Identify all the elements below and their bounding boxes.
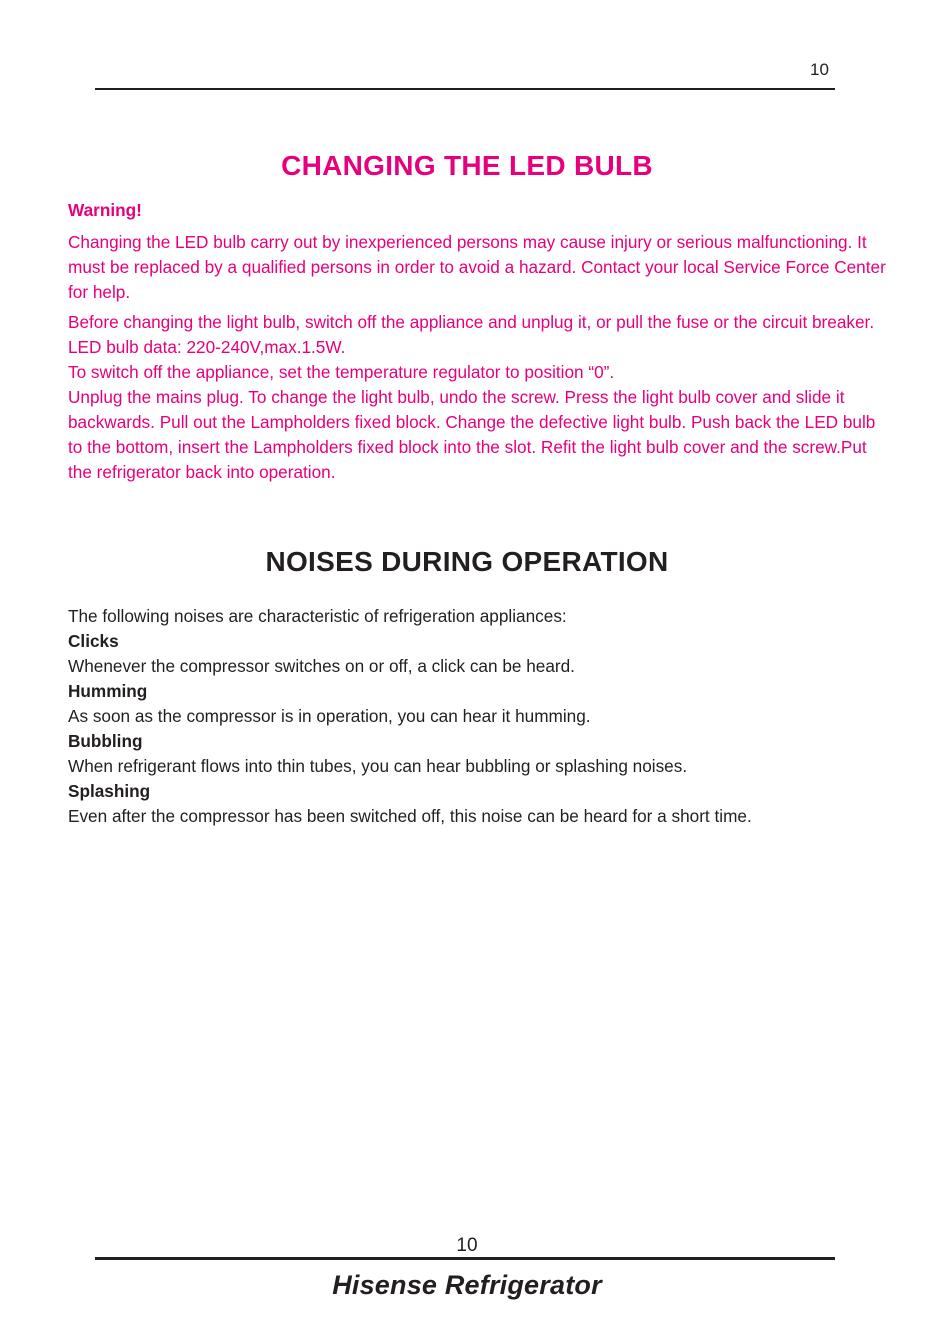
instruction-line: To switch off the appliance, set the temperature regulator to position “0”. xyxy=(68,362,615,382)
led-section-title: CHANGING THE LED BULB xyxy=(281,150,653,181)
led-instructions xyxy=(68,310,888,485)
instruction-line: LED bulb data: 220-240V,max.1.5W. xyxy=(68,337,346,357)
warning-text xyxy=(68,230,888,305)
noise-section-title: NOISES DURING OPERATION xyxy=(265,546,669,577)
noise-description: Even after the compressor has been switched off, this noise can be heard for a short time. xyxy=(68,806,752,826)
noise-description: As soon as the compressor is in operation, you can hear it humming. xyxy=(68,706,591,726)
noise-list xyxy=(68,604,888,829)
warning-label: Warning! xyxy=(68,200,142,220)
noise-description: Whenever the compressor switches on or off, a click can be heard. xyxy=(68,656,575,676)
instruction-line: Unplug the mains plug. To change the light bulb, undo the screw. Press the light bulb cover and slide it backwards. Pull out the Lampholders fixed block. Change the defective light bulb. Push back the LED bulb to the bottom, insert the Lampholders fixed block into the slot. Refit the light bulb cover and the screw.Put the refrigerator back into operation. xyxy=(68,387,876,482)
noise-intro: The following noises are characteristic of refrigeration appliances: xyxy=(68,606,567,626)
noise-description: When refrigerant flows into thin tubes, you can hear bubbling or splashing noises. xyxy=(68,756,688,776)
brand-logo-text: Hisense Refrigerator xyxy=(332,1270,602,1300)
noise-heading: Bubbling xyxy=(68,731,143,751)
header-divider xyxy=(95,88,835,90)
noise-heading: Humming xyxy=(68,681,148,701)
instruction-line: Before changing the light bulb, switch off the appliance and unplug it, or pull the fuse or the circuit breaker. xyxy=(68,312,875,332)
warning-paragraph: Changing the LED bulb carry out by inexperienced persons may cause injury or serious malfunctioning. It must be replaced by a qualified persons in order to avoid a hazard. Contact your local Service Force Center for help. xyxy=(68,232,886,302)
noise-heading: Clicks xyxy=(68,631,119,651)
header-page-number: 10 xyxy=(810,60,829,79)
footer-page-number: 10 xyxy=(456,1235,478,1256)
footer-divider xyxy=(95,1257,835,1260)
noise-heading: Splashing xyxy=(68,781,151,801)
